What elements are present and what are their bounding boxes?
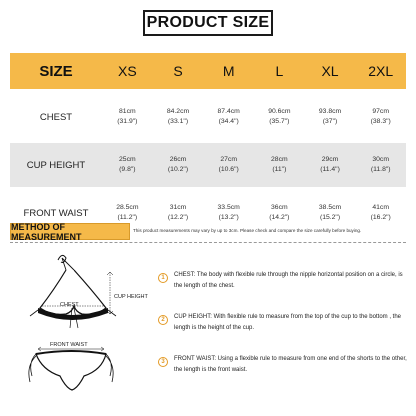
size-table bbox=[10, 53, 406, 235]
list-item bbox=[158, 312, 408, 334]
bikini-drawing bbox=[14, 250, 174, 400]
size-2xl: 2XL bbox=[368, 63, 394, 79]
table-cell: 84.2cm (33.1") bbox=[166, 108, 190, 125]
row-label: CHEST bbox=[39, 111, 73, 123]
step-text: FRONT WAIST: Using a flexible rule to measure from one end of the shorts to the other, the length is the front waist. bbox=[174, 356, 407, 373]
size-xs: XS bbox=[117, 63, 137, 79]
table-cell: 28.5cm (11.2") bbox=[116, 204, 139, 221]
list-item bbox=[158, 354, 408, 376]
front-waist-label: FRONT WAIST bbox=[50, 342, 88, 348]
table-row-cup-height bbox=[10, 143, 406, 187]
table-cell: 31cm (12.2") bbox=[167, 204, 189, 221]
size-header-row bbox=[10, 53, 406, 89]
size-s: S bbox=[173, 63, 183, 79]
table-cell: 97cm (38.3") bbox=[370, 108, 391, 125]
step-number: 3 bbox=[158, 357, 168, 367]
table-cell: 27cm (10.6") bbox=[218, 156, 239, 173]
page-title: PRODUCT SIZE bbox=[143, 10, 273, 36]
list-item bbox=[158, 270, 408, 292]
method-title: METHOD OF MEASUREMENT bbox=[10, 223, 130, 240]
step-text: CHEST: The body with flexible rule through the nipple horizontal position on a circle, is the length of the chest. bbox=[174, 272, 403, 289]
table-cell: 33.5cm (13.2") bbox=[217, 204, 240, 221]
size-l: L bbox=[275, 63, 284, 79]
step-number: 2 bbox=[158, 315, 168, 325]
measurement-steps bbox=[158, 270, 408, 396]
table-cell: 25cm (9.8") bbox=[119, 156, 136, 173]
method-note: This product measurements may vary by up to 3cm. Please check and compare the size carefully before buying. bbox=[133, 228, 362, 233]
chest-label: CHEST bbox=[60, 302, 79, 308]
table-cell: 26cm (10.2") bbox=[167, 156, 189, 173]
table-cell: 93.8cm (37") bbox=[318, 108, 342, 125]
step-number: 1 bbox=[158, 273, 168, 283]
size-m: M bbox=[222, 63, 235, 79]
table-cell: 87.4cm (34.4") bbox=[217, 108, 240, 125]
table-cell: 41cm (16.2") bbox=[370, 204, 391, 221]
row-label: FRONT WAIST bbox=[23, 207, 89, 219]
section-divider bbox=[10, 242, 406, 243]
size-xl: XL bbox=[321, 63, 339, 79]
bikini-illustration bbox=[14, 250, 174, 400]
step-text: CUP HEIGHT: With flexible rule to measure from the top of the cup to the bottom , the length is the height of the cup. bbox=[174, 314, 401, 331]
table-row-chest bbox=[10, 95, 406, 139]
table-cell: 36cm (14.2") bbox=[269, 204, 290, 221]
table-cell: 28cm (11") bbox=[271, 156, 288, 173]
cup-height-label: CUP HEIGHT bbox=[114, 294, 148, 300]
table-cell: 38.5cm (15.2") bbox=[318, 204, 342, 221]
table-cell: 30cm (11.8") bbox=[370, 156, 391, 173]
table-cell: 90.6cm (35.7") bbox=[268, 108, 291, 125]
table-cell: 81cm (31.9") bbox=[117, 108, 138, 125]
row-label: CUP HEIGHT bbox=[26, 159, 86, 171]
size-header-label: SIZE bbox=[39, 62, 73, 80]
table-cell: 29cm (11.4") bbox=[320, 156, 340, 173]
